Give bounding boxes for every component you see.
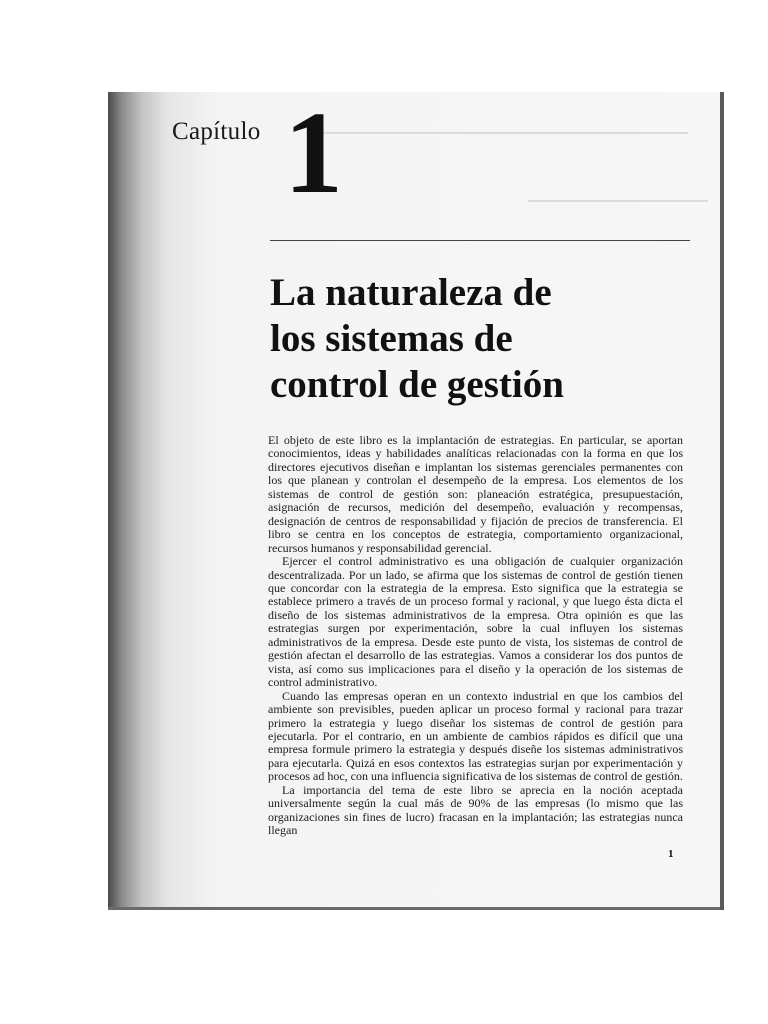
paragraph: La importancia del tema de este libro se aprecia en la noción aceptada universalmente según la cual más de 90% de las empresas (lo mismo que las organizaciones sin fines de lucro) fracasan en la implantación; las estrategias nunca llegan bbox=[268, 782, 683, 838]
chapter-label: Capítulo bbox=[172, 118, 261, 145]
page-edge bbox=[108, 907, 724, 910]
chapter-number: 1 bbox=[284, 92, 343, 218]
paragraph: Ejercer el control administrativo es una obligación de cualquier organización descentralizada. Por un lado, se afirma que los sistemas de control de gestión tienen que concordar con la estrategia de la empresa. Esto significa que la estrategia se establece primero a través de un proceso formal y racional, y que luego ésta dicta el diseño de los sistemas administrativos de la empresa. Otra opinión es que las estrategias surgen por experimentación, sobre la cual influyen los sistemas administrativos de la empresa. Desde este punto de vista, los sistemas de control de gestión afectan el desarrollo de las estrategias. Vamos a considerar los dos puntos de vista, así como sus implicaciones para el diseño y la operación de los sistemas de control administrativo. bbox=[268, 554, 683, 690]
page-number: 1 bbox=[668, 848, 674, 860]
show-through-mark bbox=[528, 200, 708, 202]
paragraph: El objeto de este libro es la implantación de estrategias. En particular, se aportan conocimientos, ideas y habilidades analíticas relacionadas con la forma en que los directores ejecutivos diseñan e implantan los sistemas gerenciales permanentes con los que planean y controlan el desempeño de la empresa. Los elementos de los sistemas de control de gestión son: planeación estratégica, presupuestación, asignación de recursos, medición del desempeño, evaluación y recompensas, designación de centros de responsabilidad y fijación de precios de transferencia. El libro se centra en los conceptos de estrategia, comportamiento organizacional, recursos humanos y responsabilidad gerencial. bbox=[268, 433, 683, 555]
chapter-title-line: La naturaleza de bbox=[270, 271, 552, 314]
chapter-title-line: control de gestión bbox=[270, 363, 564, 406]
paragraph: Cuando las empresas operan en un contexto industrial en que los cambios del ambiente son previsibles, pueden aplicar un proceso formal y racional para trazar primero la estrategia y luego diseñar los sistemas de control de gestión para ejecutarla. Por el contrario, en un ambiente de cambios rápidos es difícil que una empresa formule primero la estrategia y después diseñe los sistemas administrativos para ejecutarla. Quizá en esos contextos las estrategias surjan por experimentación y procesos ad hoc, con una influencia significativa de los sistemas de control de gestión. bbox=[268, 688, 683, 784]
show-through-mark bbox=[308, 132, 688, 134]
chapter-title-line: los sistemas de bbox=[270, 317, 513, 360]
book-page bbox=[108, 92, 724, 910]
chapter-rule bbox=[270, 240, 690, 241]
body-text bbox=[268, 434, 683, 838]
chapter-title bbox=[270, 270, 690, 408]
